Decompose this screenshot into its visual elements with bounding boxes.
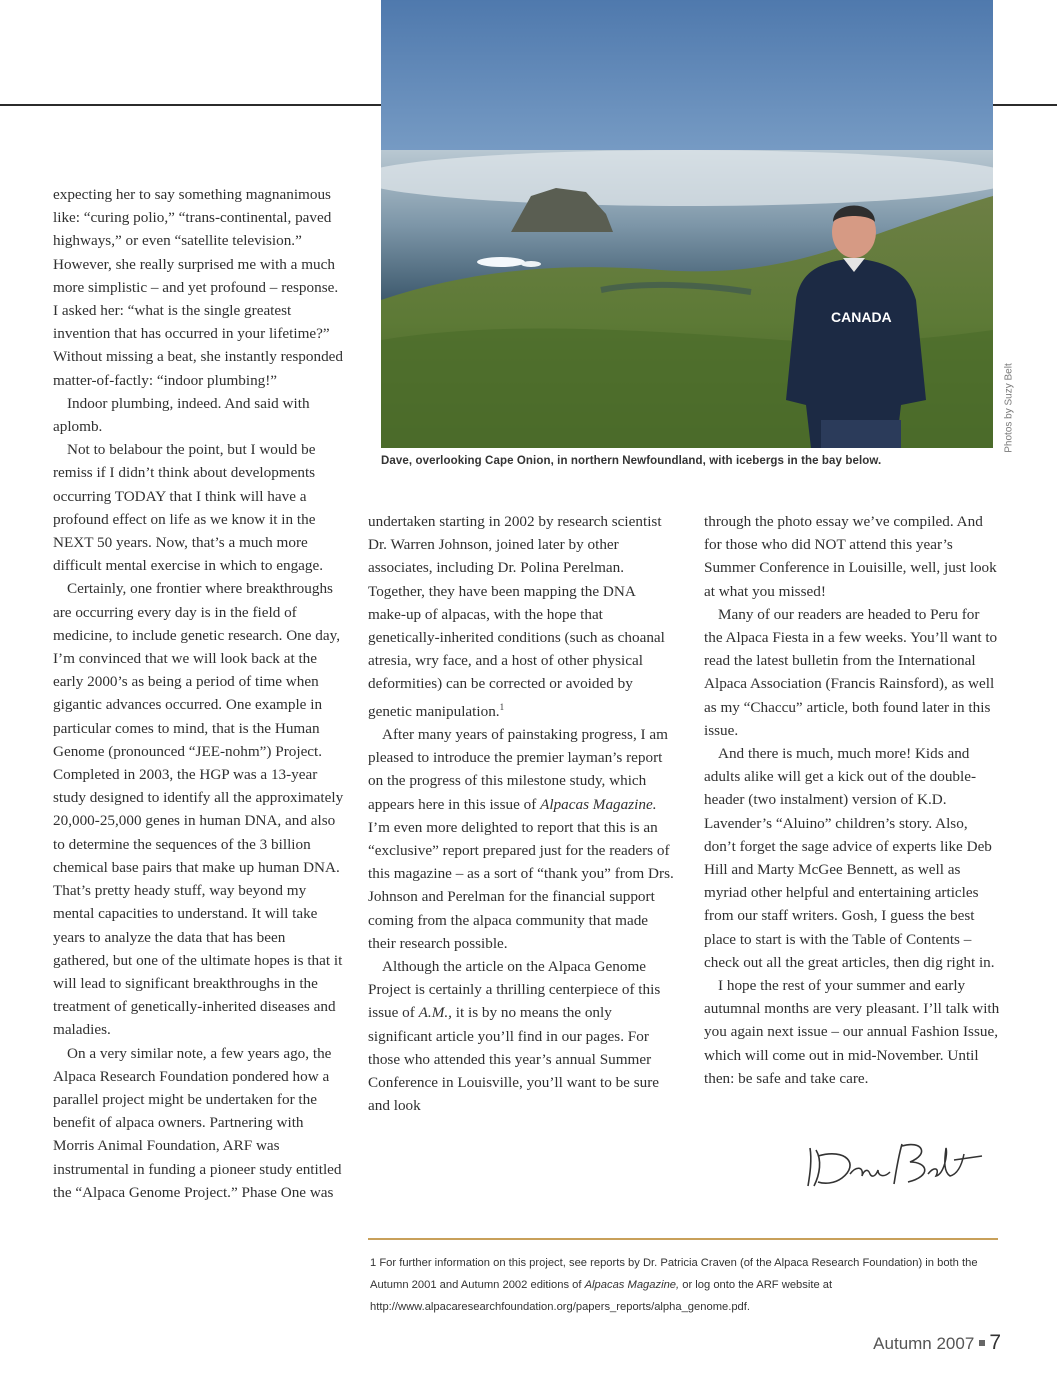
- paragraph: I hope the rest of your summer and early autumnal months are very pleasant. I’ll talk with you again next issue – our annual Fashion Issue, which will come out in mid-November. Until then: be safe and take care.: [704, 977, 1000, 1087]
- magazine-abbrev: A.M.,: [418, 1004, 452, 1022]
- paragraph: [368, 510, 676, 723]
- paragraph: Indoor plumbing, indeed. And said with aplomb.: [53, 394, 310, 436]
- landscape-photo-illustration: [381, 0, 993, 448]
- article-column-3: [704, 510, 1000, 1090]
- paragraph: [368, 723, 676, 955]
- paragraph-text: After many years of painstaking progress, I am pleased to introduce the premier layman’s report on the progress of this milestone study, which appears here in this issue of: [368, 725, 668, 813]
- page-footer: [856, 1331, 1001, 1355]
- header-rule-right: [993, 104, 1057, 106]
- paragraph: through the photo essay we’ve compiled. And for those who did NOT attend this year’s Summer Conference in Louisille, well, just look at what you missed!: [704, 513, 997, 600]
- article-column-2: [368, 510, 676, 1117]
- bullet-separator: [979, 1340, 985, 1346]
- paragraph: Many of our readers are headed to Peru for the Alpaca Fiesta in a few weeks. You’ll want to read the latest bulletin from the International Alpaca Association (Francis Rainsford), as well as my “Chaccu” article, both found later in this issue.: [704, 605, 998, 739]
- paragraph-text: Although the article on the Alpaca Genome Project is certainly a thrilling centerpiece of this issue of: [368, 957, 661, 1022]
- paragraph-text: undertaken starting in 2002 by research scientist Dr. Warren Johnson, joined later by other associates, including Dr. Polina Perelman. Together, they have been mapping the DNA make-up of alpacas, with the hope that genetically-inherited conditions (such as choanal atresia, wry face, and a host of other physical deformities) can be corrected or avoided by genetic manipulation.: [368, 513, 665, 720]
- jersey-text: CANADA: [831, 309, 892, 325]
- paragraph-text: it is by no means the only significant article you’ll find in our pages. For those who attended this year’s annual Summer Conference in Louisville, you’ll want to be sure and look: [368, 1004, 660, 1115]
- paragraph: And there is much, much more! Kids and adults alike will get a kick out of the double-header (two instalment) version of K.D. Lavender’s “Aluino” children’s story. Also, don’t forget the sage advice of experts like Deb Hill and Marty McGee Bennett, as well as myriad other helpful and entertaining articles from our staff writers. Gosh, I guess the best place to start is with the Table of Contents – check out all the great articles, then dig right in.: [704, 745, 995, 971]
- paragraph: expecting her to say something magnanimous like: “curing polio,” “trans-continental, paved highways,” or even “satellite television.” However, she really surprised me with a much more simplistic – and yet profound – response. I asked her: “what is the single greatest invention that has occurred in your lifetime?” Without missing a beat, she instantly responded matter-of-factly: “indoor plumbing!”: [53, 186, 344, 389]
- photo-caption: Dave, overlooking Cape Onion, in northern Newfoundland, with icebergs in the bay below.: [381, 455, 882, 467]
- paragraph: On a very similar note, a few years ago, the Alpaca Research Foundation pondered how a parallel project might be undertaken for the benefit of alpaca owners. Partnering with Morris Animal Foundation, ARF was instrumental in funding a pioneer study entitled the “Alpaca Genome Project.” Phase One was: [53, 1044, 342, 1201]
- magazine-title: Alpacas Magazine.: [540, 795, 657, 813]
- footnote-text: or log onto the ARF website at http://www.alpacaresearchfoundation.org/papers_reports/alpha_genome.pdf.: [370, 1279, 833, 1313]
- paragraph: [368, 955, 676, 1117]
- footnote-text: 1 For further information on this project, see reports by Dr. Patricia Craven (of the Alpaca Research Foundation) in both the Autumn 2001 and Autumn 2002 editions of: [370, 1257, 978, 1291]
- article-column-1: [53, 183, 345, 1204]
- paragraph: Not to belabour the point, but I would be remiss if I didn’t think about developments occurring TODAY that I think will have a profound effect on life as we know it in the NEXT 50 years. Now, that’s a much more difficult mental exercise in which to engage.: [53, 441, 324, 575]
- paragraph-text: I’m even more delighted to report that this is an “exclusive” report prepared just for the readers of this magazine – as a sort of “thank you” from Drs. Johnson and Perelman for the financial support coming from the alpaca community that made their research possible.: [368, 818, 674, 952]
- page-number: 7: [989, 1331, 1001, 1354]
- paragraph: Certainly, one frontier where breakthroughs are occurring every day is in the field of medicine, to include genetic research. One day, I’m convinced that we will look back at the early 2000’s as being a period of time when gigantic advances occurred. One example in particular comes to mind, that is the Human Genome (pronounced “JEE-nohm”) Project. Completed in 2003, the HGP was a 13-year study designed to identify all the approximately 20,000-25,000 genes in human DNA, and also to determine the sequences of the 3 billion chemical base pairs that make up human DNA. That’s pretty heady stuff, way beyond my mental capacities to understand. It will take years to analyze the data that has been gathered, but one of the ultimate hopes is that it will lead to significant breakthroughs in the treatment of genetically-inherited diseases and maladies.: [53, 580, 344, 1039]
- footnote-marker: 1: [499, 701, 505, 712]
- handwritten-signature: [798, 1134, 988, 1192]
- photo-credit-text: Photos by Suzy Belt: [1003, 363, 1015, 453]
- cover-photo: [381, 0, 993, 448]
- photo-credit: [994, 360, 1024, 456]
- footnote-magazine-title: Alpacas Magazine,: [584, 1279, 680, 1291]
- issue-label: Autumn 2007: [873, 1334, 975, 1353]
- header-rule-left: [0, 104, 381, 106]
- footnote: [370, 1252, 998, 1318]
- footnote-rule: [368, 1238, 998, 1240]
